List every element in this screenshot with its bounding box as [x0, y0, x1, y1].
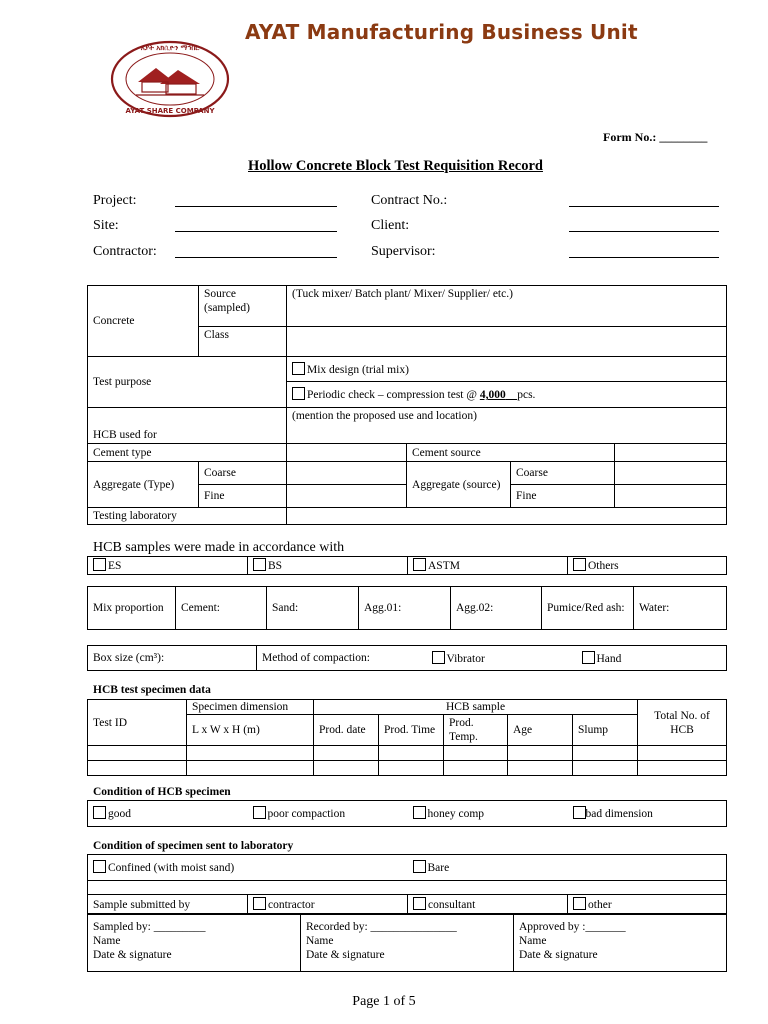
source-sampled-label: Source (sampled)	[199, 286, 287, 327]
honey-comp-checkbox[interactable]	[413, 806, 426, 819]
svg-text:አያት አክሲዮን ማኅበር: አያት አክሲዮን ማኅበር	[140, 44, 200, 52]
cell[interactable]	[573, 746, 638, 761]
others-label: Others	[588, 560, 619, 572]
site-field[interactable]	[175, 231, 337, 232]
periodic-check-label: Periodic check – compression test @	[307, 389, 477, 401]
sampled-by-date: Date & signature	[93, 949, 172, 961]
hcb-used-for-hint: (mention the proposed use and location)	[292, 410, 477, 422]
es-label: ES	[108, 560, 122, 572]
cell[interactable]	[88, 761, 187, 776]
recorded-by-label: Recorded by: _______________	[306, 921, 457, 933]
mix-proportion-table	[87, 586, 727, 630]
approved-by-label: Approved by :_______	[519, 921, 626, 933]
document-title: Hollow Concrete Block Test Requisition Record	[248, 158, 543, 174]
mix-water[interactable]: Water:	[634, 587, 727, 630]
cell[interactable]	[379, 746, 444, 761]
source-field[interactable]	[287, 286, 727, 327]
cement-type-label: Cement type	[88, 444, 287, 462]
cell[interactable]	[314, 761, 379, 776]
cell[interactable]	[187, 746, 314, 761]
aggregate-source-coarse-label: Coarse	[511, 462, 615, 485]
aggregate-fine-label: Fine	[199, 485, 287, 508]
blank-row	[88, 881, 727, 895]
bad-dimension-label: bad dimension	[585, 808, 653, 820]
compaction-method-label: Method of compaction:	[257, 646, 427, 671]
source-hint: (Tuck mixer/ Batch plant/ Mixer/ Supplier/ etc.)	[292, 288, 513, 300]
aggregate-source-label: Aggregate (source)	[407, 462, 511, 508]
page-number: Page 1 of 5	[352, 994, 416, 1009]
sampled-by-block[interactable]	[88, 914, 301, 972]
cell[interactable]	[508, 746, 573, 761]
aggregate-fine-type-field[interactable]	[287, 485, 407, 508]
class-field[interactable]	[287, 327, 727, 357]
prod-date-header: Prod. date	[314, 715, 379, 746]
lwh-header: L x W x H (m)	[187, 715, 314, 746]
periodic-check-checkbox[interactable]	[292, 387, 305, 400]
test-purpose-label: Test purpose	[88, 357, 287, 408]
es-checkbox[interactable]	[93, 558, 106, 571]
cement-source-field[interactable]	[615, 444, 727, 462]
prod-time-header: Prod. Time	[379, 715, 444, 746]
submitted-other[interactable]	[568, 895, 727, 915]
mix-cement[interactable]: Cement:	[176, 587, 267, 630]
vibrator-checkbox[interactable]	[432, 651, 445, 664]
cell[interactable]	[444, 761, 508, 776]
standards-heading: HCB samples were made in accordance with	[93, 540, 345, 555]
class-label: Class	[199, 327, 287, 357]
signature-table	[87, 913, 727, 972]
svg-text:AYAT SHARE COMPANY: AYAT SHARE COMPANY	[125, 107, 215, 115]
bare-option[interactable]	[408, 855, 727, 881]
project-field[interactable]	[175, 206, 337, 207]
client-field[interactable]	[569, 231, 719, 232]
aggregate-source-coarse-field[interactable]	[615, 462, 727, 485]
site-label: Site:	[93, 218, 119, 233]
cell[interactable]	[573, 761, 638, 776]
condition-poor-compaction[interactable]	[248, 801, 408, 827]
standard-es[interactable]	[88, 557, 248, 575]
approved-by-name: Name	[519, 935, 547, 947]
testing-lab-label: Testing laboratory	[88, 508, 287, 525]
aggregate-source-fine-label: Fine	[511, 485, 615, 508]
mix-agg1[interactable]: Agg.01:	[359, 587, 451, 630]
contractor-checkbox[interactable]	[253, 897, 266, 910]
specimen-data-heading: HCB test specimen data	[93, 684, 211, 696]
standard-astm[interactable]	[408, 557, 568, 575]
slump-header: Slump	[573, 715, 638, 746]
company-logo	[108, 40, 232, 118]
standard-bs[interactable]	[248, 557, 408, 575]
company-title: AYAT Manufacturing Business Unit	[245, 20, 638, 44]
other-label: other	[588, 899, 612, 911]
recorded-by-name: Name	[306, 935, 334, 947]
supervisor-field[interactable]	[569, 257, 719, 258]
mix-design-label: Mix design (trial mix)	[307, 363, 409, 376]
poor-compaction-label: poor compaction	[267, 808, 346, 820]
recorded-by-date: Date & signature	[306, 949, 385, 961]
condition-heading: Condition of HCB specimen	[93, 786, 231, 798]
good-checkbox[interactable]	[93, 806, 106, 819]
mix-design-checkbox[interactable]	[292, 362, 305, 375]
supervisor-label: Supervisor:	[371, 244, 436, 259]
cell[interactable]	[314, 746, 379, 761]
hand-checkbox[interactable]	[582, 651, 595, 664]
specimen-data-table	[87, 699, 727, 776]
other-checkbox[interactable]	[573, 897, 586, 910]
others-checkbox[interactable]	[573, 558, 586, 571]
bs-checkbox[interactable]	[253, 558, 266, 571]
cell[interactable]	[638, 761, 727, 776]
good-label: good	[108, 808, 131, 820]
box-size-field[interactable]: Box size (cm³):	[88, 646, 257, 671]
mix-sand[interactable]: Sand:	[267, 587, 359, 630]
cell[interactable]	[379, 761, 444, 776]
confined-label: Confined (with moist sand)	[108, 862, 235, 874]
condition-bad-dimension[interactable]	[568, 801, 727, 827]
condition-good[interactable]	[88, 801, 248, 827]
contractor-field[interactable]	[175, 257, 337, 258]
testing-lab-field[interactable]	[287, 508, 727, 525]
contract-no-field[interactable]	[569, 206, 719, 207]
mix-design-option[interactable]	[287, 357, 727, 382]
cell[interactable]	[508, 761, 573, 776]
periodic-unit: pcs.	[517, 389, 536, 401]
standards-table	[87, 556, 727, 575]
sampled-by-name: Name	[93, 935, 121, 947]
confined-checkbox[interactable]	[93, 860, 106, 873]
prod-temp-header: Prod. Temp.	[444, 715, 508, 746]
recorded-by-block[interactable]	[301, 914, 514, 972]
condition-honey-comp[interactable]	[408, 801, 568, 827]
cell[interactable]	[638, 746, 727, 761]
standard-others[interactable]	[568, 557, 727, 575]
condition-table	[87, 800, 727, 827]
submitted-contractor[interactable]	[248, 895, 408, 915]
cell[interactable]	[444, 746, 508, 761]
vibrator-option[interactable]	[427, 646, 577, 671]
test-id-header: Test ID	[88, 700, 187, 746]
approved-by-block[interactable]	[514, 914, 727, 972]
aggregate-source-fine-field[interactable]	[615, 485, 727, 508]
cement-source-label: Cement source	[407, 444, 615, 462]
hand-label: Hand	[596, 652, 622, 665]
contractor-label: contractor	[268, 899, 315, 911]
sent-condition-heading: Condition of specimen sent to laboratory	[93, 840, 294, 852]
specimen-row	[88, 761, 727, 776]
concrete-label: Concrete	[88, 286, 199, 357]
submitted-by-label: Sample submitted by	[88, 895, 248, 915]
bare-label: Bare	[427, 862, 450, 874]
vibrator-label: Vibrator	[446, 652, 485, 665]
hcb-used-for-field[interactable]	[287, 408, 727, 444]
aggregate-type-label: Aggregate (Type)	[88, 462, 199, 508]
contractor-label: Contractor:	[93, 244, 157, 259]
hand-option[interactable]	[577, 646, 727, 671]
project-label: Project:	[93, 193, 137, 208]
astm-checkbox[interactable]	[413, 558, 426, 571]
approved-by-date: Date & signature	[519, 949, 598, 961]
mix-pumice[interactable]: Pumice/Red ash:	[542, 587, 634, 630]
honey-comp-label: honey comp	[427, 808, 485, 820]
cement-type-field[interactable]	[287, 444, 407, 462]
form-no-label: Form No.:	[603, 130, 657, 144]
total-hcb-header: Total No. of HCB	[638, 700, 727, 746]
bare-checkbox[interactable]	[413, 860, 426, 873]
mix-proportion-label: Mix proportion	[88, 587, 176, 630]
client-label: Client:	[371, 218, 410, 233]
hcb-used-for-label: HCB used for	[88, 408, 287, 444]
hcb-sample-header: HCB sample	[314, 700, 638, 715]
mix-agg2[interactable]: Agg.02:	[451, 587, 542, 630]
box-size-table	[87, 645, 727, 671]
cell[interactable]	[88, 746, 187, 761]
bs-label: BS	[268, 560, 283, 572]
sampled-by-label: Sampled by: _________	[93, 921, 206, 933]
bad-dimension-checkbox[interactable]	[573, 806, 586, 819]
concrete-info-table	[87, 285, 727, 525]
cell[interactable]	[187, 761, 314, 776]
periodic-quantity[interactable]: 4,000	[479, 389, 506, 401]
dimension-header: Specimen dimension	[187, 700, 314, 715]
confined-option[interactable]	[88, 855, 408, 881]
form-no-field[interactable]: ________	[659, 130, 708, 144]
aggregate-coarse-label: Coarse	[199, 462, 287, 485]
poor-compaction-checkbox[interactable]	[253, 806, 266, 819]
consultant-checkbox[interactable]	[413, 897, 426, 910]
astm-label: ASTM	[428, 560, 460, 572]
submitted-consultant[interactable]	[408, 895, 568, 915]
age-header: Age	[508, 715, 573, 746]
specimen-row	[88, 746, 727, 761]
periodic-check-option[interactable]	[287, 382, 727, 408]
contract-no-label: Contract No.:	[371, 193, 448, 208]
sent-condition-table	[87, 854, 727, 915]
aggregate-coarse-type-field[interactable]	[287, 462, 407, 485]
form-number	[603, 130, 707, 145]
consultant-label: consultant	[428, 899, 476, 911]
